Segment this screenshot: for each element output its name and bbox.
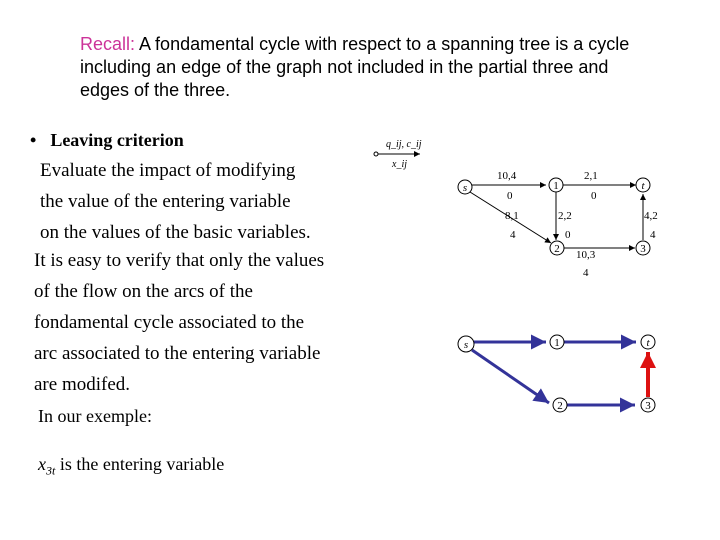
- node-1-label: 1: [554, 337, 560, 349]
- legend-node-i: [374, 152, 378, 156]
- paragraph-line: are modifed.: [34, 374, 131, 395]
- node-3-label: 3: [640, 243, 646, 255]
- legend-top-label: q_ij, c_ij: [386, 139, 422, 150]
- edge-1-t-flow: 0: [591, 190, 597, 202]
- paragraph-line: of the flow on the arcs of the: [34, 281, 253, 302]
- recall-label: Recall:: [80, 34, 136, 54]
- entering-var: $x_{3t}$: [38, 454, 56, 478]
- network-graph-2: [458, 335, 655, 412]
- paragraph-line: on the values of the basic variables.: [40, 222, 311, 243]
- edge-2-3-cap: 10,3: [576, 249, 596, 261]
- node-3-label: 3: [645, 400, 651, 412]
- edge-s-1-cap: 10,4: [497, 170, 517, 182]
- node-t-label: t: [646, 337, 650, 349]
- edge-s-2-flow: 4: [510, 229, 516, 241]
- bullet-dot: •: [30, 130, 37, 150]
- recall-text: A fondamental cycle with respect to a spanning tree is a cycle including an edge of the graph not included in the partial three and edges of the three.: [80, 34, 630, 100]
- edge-s-2-cap: 8,1: [505, 210, 519, 222]
- edge-1-2-flow: 0: [565, 229, 571, 241]
- node-2-label: 2: [557, 400, 563, 412]
- example-label: In our exemple:: [38, 406, 152, 426]
- paragraph-line: It is easy to verify that only the values: [34, 250, 325, 271]
- paragraph-line: Evaluate the impact of modifying: [40, 160, 296, 181]
- node-1-label: 1: [553, 180, 559, 192]
- node-t-label: t: [641, 180, 645, 192]
- legend-bottom-label: x_ij: [392, 159, 407, 170]
- edge-1-t-cap: 2,1: [584, 170, 598, 182]
- node-s-label: s: [462, 182, 468, 194]
- tree-edge-s-2: [472, 350, 549, 403]
- network-graph-1: [458, 170, 658, 279]
- entering-var-sub: 3t: [46, 463, 56, 478]
- arc-legend: [374, 139, 422, 170]
- bullet-title: Leaving criterion: [50, 130, 184, 150]
- edge-3-t-flow: 4: [650, 229, 656, 241]
- node-2-label: 2: [554, 243, 560, 255]
- paragraph-line: arc associated to the entering variable: [34, 343, 321, 364]
- edge-3-t-cap: 4,2: [644, 210, 658, 222]
- paragraph-line: the value of the entering variable: [40, 191, 291, 212]
- edge-s-1-flow: 0: [507, 190, 513, 202]
- edge-2-3-flow: 4: [583, 267, 589, 279]
- edge-1-2-cap: 2,2: [558, 210, 572, 222]
- node-s-label: s: [463, 339, 469, 351]
- paragraph-line: fondamental cycle associated to the: [34, 312, 305, 333]
- entering-text: is the entering variable: [55, 454, 225, 474]
